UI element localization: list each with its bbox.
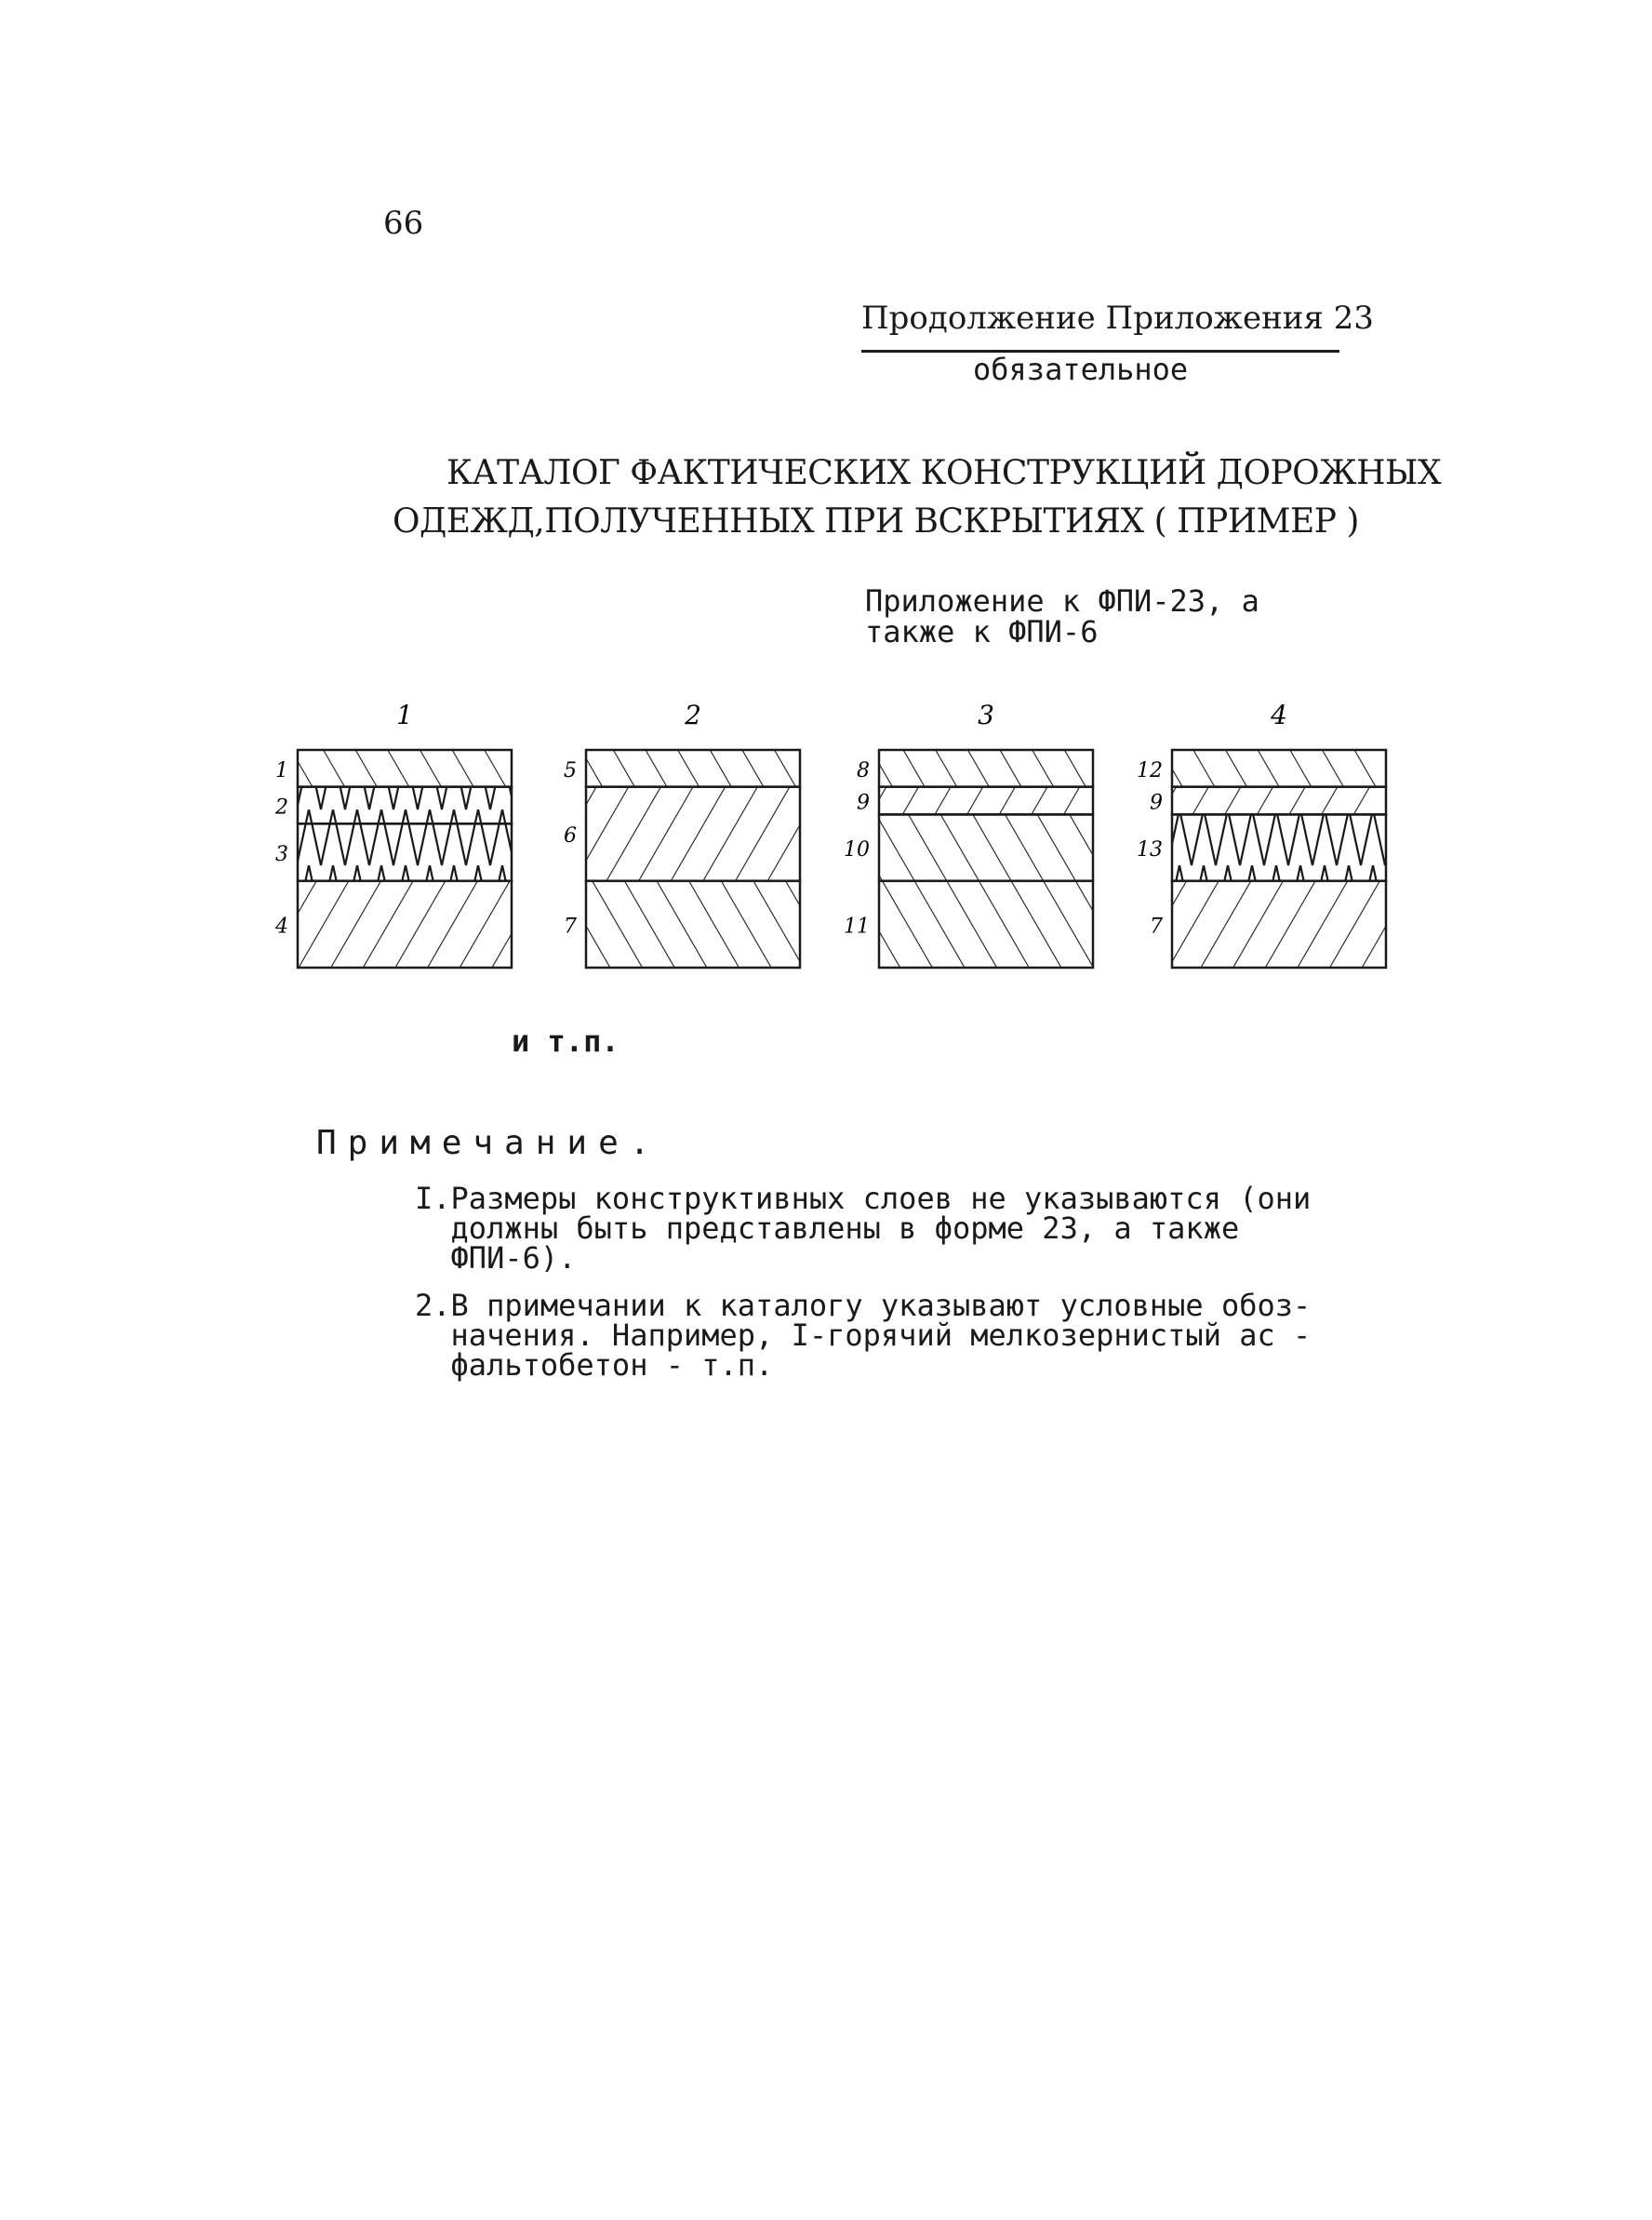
layer-3-1 [879, 750, 1093, 787]
layer-number: 10 [844, 838, 870, 863]
page-number: 66 [383, 205, 424, 242]
layer-number: 6 [564, 824, 577, 849]
layer-3-2 [879, 787, 1093, 815]
layer-number: 13 [1137, 838, 1163, 863]
layer-2-2 [586, 787, 800, 881]
note-heading: Примечание. [316, 1124, 661, 1162]
structure-label-2: 2 [685, 700, 701, 730]
etc-text: и т.п. [512, 1023, 620, 1059]
layer-4-2 [1172, 787, 1386, 815]
structure-label-4: 4 [1271, 700, 1287, 730]
layer-number: 2 [275, 796, 288, 820]
structure-label-3: 3 [978, 700, 994, 730]
layer-1-2 [298, 787, 512, 824]
layer-number: 12 [1137, 758, 1163, 782]
layer-number: 9 [857, 791, 870, 815]
layer-2-1 [586, 750, 800, 787]
appendix-reference-line-2: также к ФПИ-6 [865, 614, 1099, 649]
layer-1-1 [298, 750, 512, 787]
catalog-title-line-1: КАТАЛОГ ФАКТИЧЕСКИХ КОНСТРУКЦИЙ ДОРОЖНЫХ [446, 454, 1442, 492]
layer-number: 5 [564, 758, 577, 782]
layer-1-3 [298, 823, 512, 880]
note-item-1: I.Размеры конструктивных слоев не указываются (они должны быть представлены в форме 23, а также ФПИ-6). [415, 1181, 1312, 1276]
layer-number: 7 [564, 915, 577, 939]
layer-number: 3 [275, 843, 288, 867]
layer-2-3 [586, 881, 800, 968]
layer-number: 1 [275, 758, 288, 782]
layer-number: 9 [1150, 791, 1163, 815]
structure-label-1: 1 [396, 700, 413, 730]
catalog-title-line-2: ОДЕЖД,ПОЛУЧЕННЫХ ПРИ ВСКРЫТИЯХ ( ПРИМЕР ) [393, 502, 1359, 541]
layer-4-3 [1172, 814, 1386, 880]
layer-4-4 [1172, 881, 1386, 968]
pavement-structures-diagram [260, 698, 1414, 977]
appendix-status: обязательное [973, 352, 1189, 387]
appendix-reference-line-1: Приложение к ФПИ-23, а [865, 583, 1259, 619]
layer-number: 8 [857, 758, 870, 782]
appendix-continuation-header: Продолжение Приложения 23 [861, 300, 1374, 337]
layer-number: 4 [275, 915, 288, 939]
layer-1-4 [298, 881, 512, 968]
layer-4-1 [1172, 750, 1386, 787]
layer-3-3 [879, 814, 1093, 880]
layer-number: 7 [1150, 915, 1163, 939]
layer-3-4 [879, 881, 1093, 968]
note-item-2: 2.В примечании к каталогу указывают условные обоз- начения. Например, I-горячий мелкозернистый ас - фальтобетон - т.п. [415, 1288, 1312, 1383]
layer-number: 11 [844, 915, 870, 939]
